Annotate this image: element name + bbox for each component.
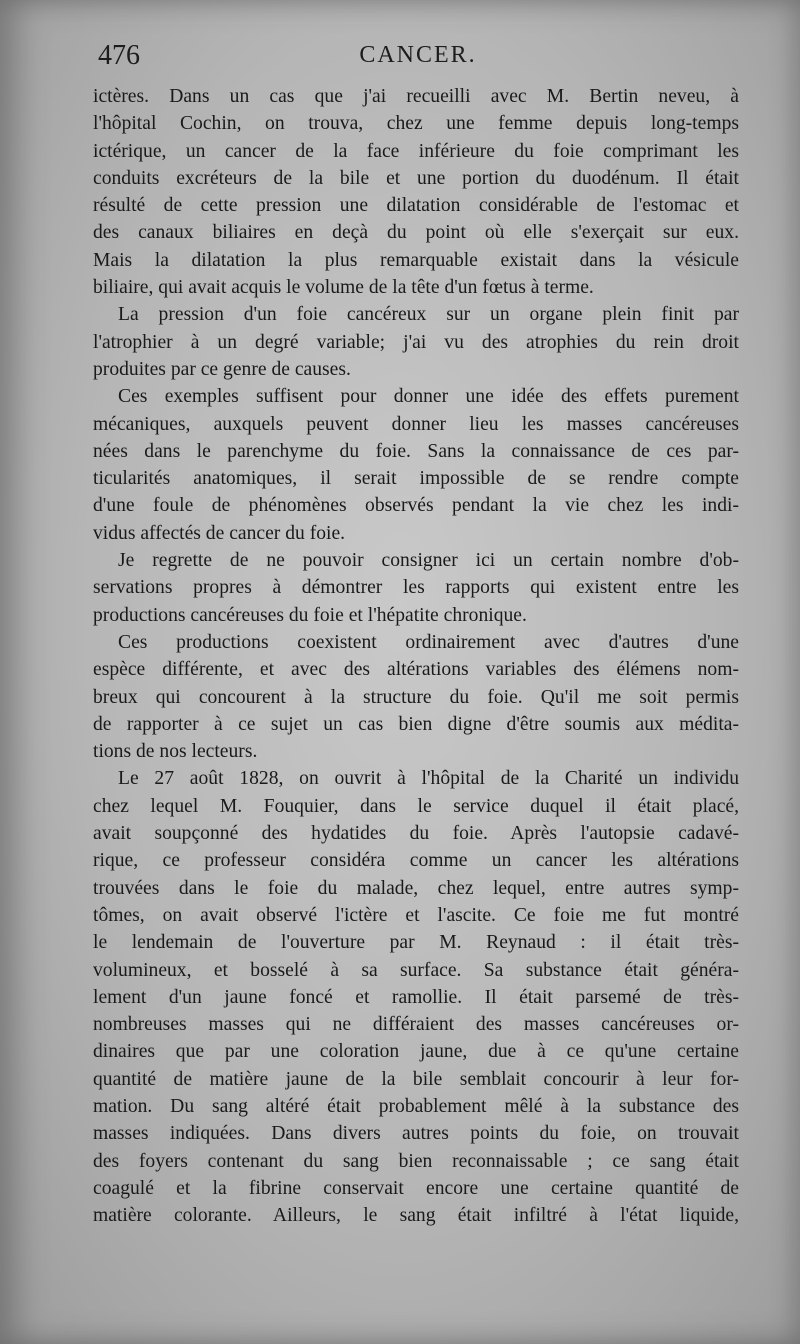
text-line: rique, ce professeur considéra comme un cancer les altérations [93,850,739,872]
paragraph-start-line: Je regrette de ne pouvoir consigner ici un certain nombre d'ob- [118,550,739,572]
text-line: nombreuses masses qui ne différaient des masses cancéreuses or- [93,1014,739,1036]
text-line: matière colorante. Ailleurs, le sang était infiltré à l'état liquide, [93,1205,739,1227]
text-line: masses indiquées. Dans divers autres points du foie, on trouvait [93,1123,739,1145]
text-line: l'hôpital Cochin, on trouva, chez une femme depuis long-temps [93,113,739,135]
text-line: ictérique, un cancer de la face inférieure du foie comprimant les [93,140,739,162]
text-line: ictères. Dans un cas que j'ai recueilli avec M. Bertin neveu, à [93,86,739,107]
text-line: d'une foule de phénomènes observés pendant la vie chez les indi- [93,495,739,517]
text-line: l'atrophier à un degré variable; j'ai vu des atrophies du rein droit [93,331,739,353]
text-line: breux qui concourent à la structure du foie. Qu'il me soit permis [93,686,739,708]
text-line: avait soupçonné des hydatides du foie. Après l'autopsie cadavé- [93,823,739,845]
text-line: mation. Du sang altéré était probablement mêlé à la substance des [93,1095,739,1117]
text-line: dinaires que par une coloration jaune, due à ce qu'une certaine [93,1041,739,1063]
paragraph-start-line: La pression d'un foie cancéreux sur un organe plein finit par [118,304,739,326]
text-line: lement d'un jaune foncé et ramollie. Il était parsemé de très- [93,986,739,1008]
text-line: produites par ce genre de causes. [93,358,351,380]
text-line: tions de nos lecteurs. [93,741,258,763]
text-line: vidus affectés de cancer du foie. [93,522,346,544]
text-line: coagulé et la fibrine conservait encore une certaine quantité de [93,1177,739,1199]
text-line: nées dans le parenchyme du foie. Sans la connaissance de ces par- [93,440,739,462]
text-line: de rapporter à ce sujet un cas bien digne d'être soumis aux médita- [93,713,739,735]
text-line: des canaux biliaires en deçà du point où elle s'exerçait sur eux. [93,222,739,244]
text-line: Mais la dilatation la plus remarquable existait dans la vésicule [93,249,739,271]
text-line: résulté de cette pression une dilatation considérable de l'estomac et [93,195,739,217]
text-line: volumineux, et bosselé à sa surface. Sa substance était généra- [93,959,739,981]
paragraph-start-line: Le 27 août 1828, on ouvrit à l'hôpital de la Charité un individu [118,768,739,790]
text-line: productions cancéreuses du foie et l'hépatite chronique. [93,604,527,626]
paragraph-start-line: Ces exemples suffisent pour donner une idée des effets purement [118,386,739,408]
text-line: trouvées dans le foie du malade, chez lequel, entre autres symp- [93,877,739,899]
text-line: le lendemain de l'ouverture par M. Reynaud : il était très- [93,932,739,954]
page-header [98,40,738,80]
text-line: quantité de matière jaune de la bile semblait concourir à leur for- [93,1068,739,1090]
text-line: espèce différente, et avec des altérations variables des élémens nom- [93,659,739,681]
text-line: biliaire, qui avait acquis le volume de la tête d'un fœtus à terme. [93,277,594,299]
text-line: mécaniques, auxquels peuvent donner lieu les masses cancéreuses [93,413,739,435]
body-text [93,83,739,1229]
paragraph-start-line: Ces productions coexistent ordinairement avec d'autres d'une [118,631,739,653]
text-line: chez lequel M. Fouquier, dans le service duquel il était placé, [93,795,739,817]
text-line: ticularités anatomiques, il serait impossible de se rendre compte [93,468,739,490]
text-line: des foyers contenant du sang bien reconnaissable ; ce sang était [93,1150,739,1172]
running-title: CANCER. [359,42,477,68]
text-line: conduits excréteurs de la bile et une portion du duodénum. Il était [93,167,739,189]
text-line: servations propres à démontrer les rapports qui existent entre les [93,577,739,599]
text-line: tômes, on avait observé l'ictère et l'ascite. Ce foie me fut montré [93,904,739,926]
page-number: 476 [98,40,140,71]
